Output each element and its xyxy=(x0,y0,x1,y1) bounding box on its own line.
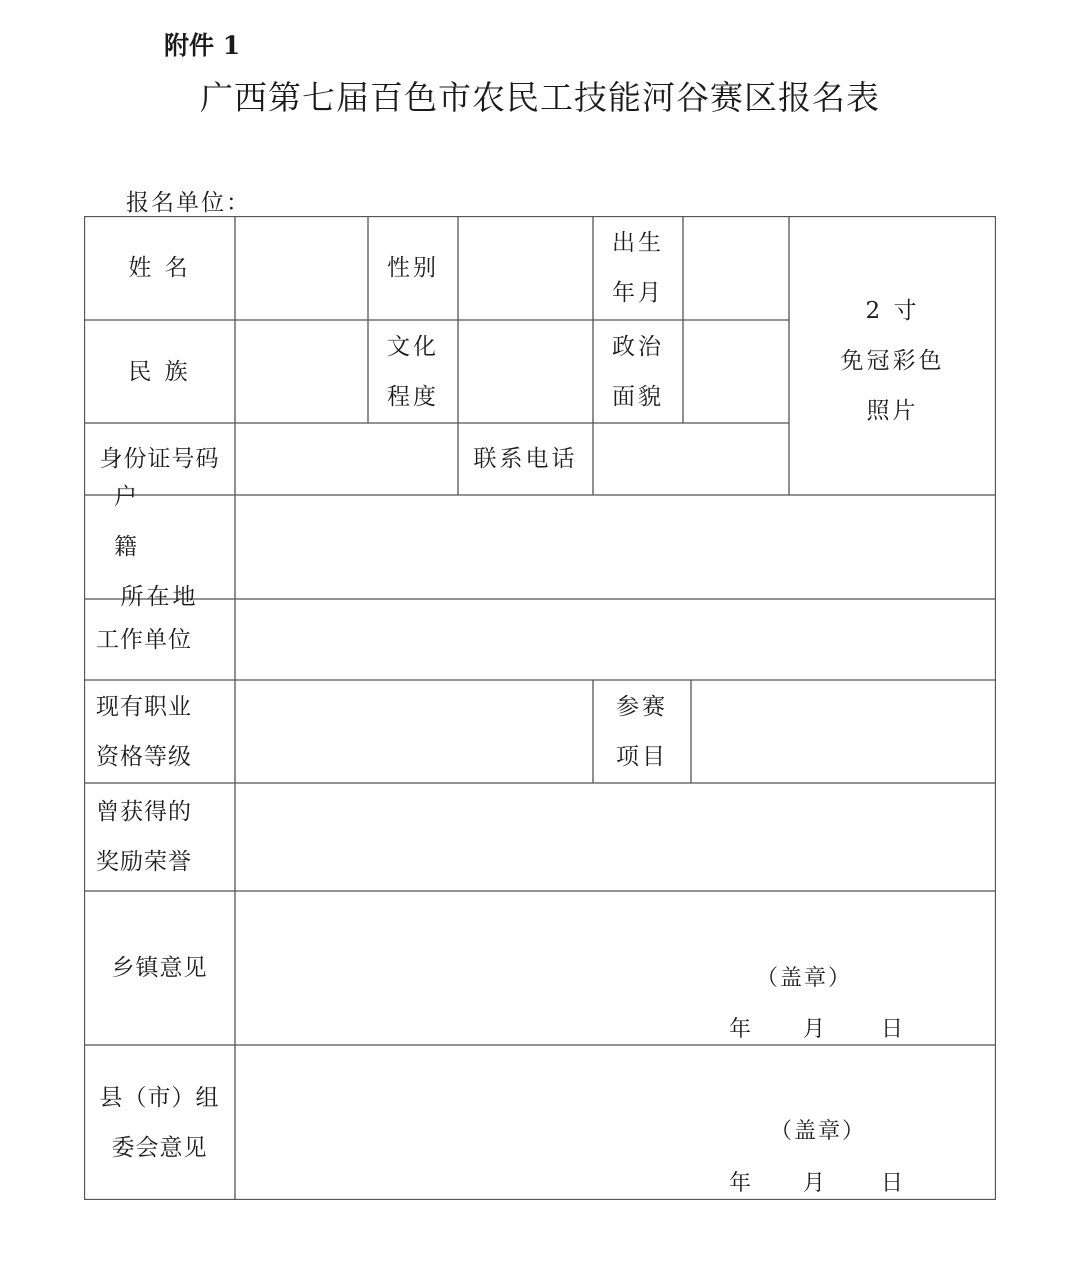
township-opinion-label: 乡镇意见 xyxy=(111,955,208,981)
county-day-label: 日 xyxy=(881,1171,904,1196)
event-label: 参赛 项目 xyxy=(616,693,668,770)
political-status-field[interactable] xyxy=(683,320,789,423)
township-month-label: 月 xyxy=(803,1017,826,1042)
county-seal-label: （盖章） xyxy=(770,1119,867,1144)
birth-field[interactable] xyxy=(683,216,789,320)
awards-label: 曾获得的 奖励荣誉 xyxy=(96,799,192,875)
gender-label: 性别 xyxy=(387,255,439,281)
work-unit-label: 工作单位 xyxy=(96,626,192,653)
ethnicity-field[interactable] xyxy=(235,320,368,423)
work-unit-field[interactable] xyxy=(235,599,996,680)
ethnicity-label: 民 族 xyxy=(128,358,191,385)
county-year-label: 年 xyxy=(729,1171,752,1196)
id-number-label: 身份证号码 xyxy=(99,446,220,472)
registration-unit-label: 报名单位： xyxy=(126,190,251,216)
registration-form-table xyxy=(84,216,996,1200)
township-day-label: 日 xyxy=(881,1017,904,1042)
qualification-field[interactable] xyxy=(235,680,593,783)
birth-label: 出生 年月 xyxy=(612,230,664,306)
township-seal-label: （盖章） xyxy=(756,966,853,991)
county-date-line xyxy=(729,1166,909,1196)
township-date-line xyxy=(729,1012,909,1042)
name-label: 姓 名 xyxy=(128,255,191,281)
education-field[interactable] xyxy=(458,320,593,423)
photo-placeholder[interactable]: 2 寸 免冠彩色 照片 xyxy=(840,298,945,424)
household-field[interactable] xyxy=(235,495,996,599)
phone-label: 联系电话 xyxy=(473,446,578,472)
county-opinion-label: 县（市）组 委会意见 xyxy=(99,1084,220,1161)
event-field[interactable] xyxy=(691,680,996,783)
household-label: 户 籍 所在地 xyxy=(114,484,199,610)
form-title: 广西第七届百色市农民工技能河谷赛区报名表 xyxy=(200,78,880,117)
id-number-field[interactable] xyxy=(235,423,458,495)
awards-field[interactable] xyxy=(235,783,996,891)
education-label: 文化 程度 xyxy=(387,333,439,410)
qualification-label: 现有职业 资格等级 xyxy=(96,693,192,770)
attachment-label: 附件 1 xyxy=(164,31,241,60)
township-year-label: 年 xyxy=(729,1017,752,1042)
county-month-label: 月 xyxy=(803,1171,826,1196)
political-status-label: 政治 面貌 xyxy=(612,333,664,410)
phone-field[interactable] xyxy=(593,423,789,495)
gender-field[interactable] xyxy=(458,216,593,320)
name-field[interactable] xyxy=(235,216,368,320)
